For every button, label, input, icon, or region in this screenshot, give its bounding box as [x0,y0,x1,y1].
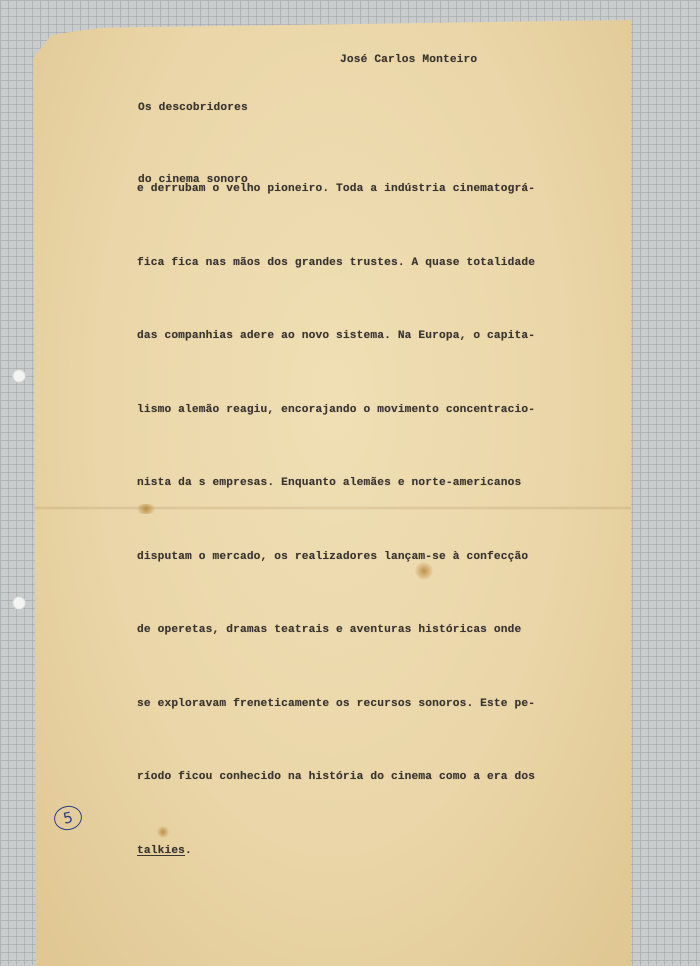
title-line-2: do cinema sonoro [138,174,248,186]
body-line: fica fica nas mãos dos grandes trustes. A quase totalidade [137,256,536,269]
body-line: lismo alemão reagiu, encorajando o movimento concentracio- [137,403,536,416]
body-line: de operetas, dramas teatrais e aventuras históricas onde [137,624,522,636]
handwritten-page-number: 5 [52,803,84,832]
punch-hole [12,369,26,383]
body-line: e derrubam o velho pioneiro. Toda a indústria cinematográ- [137,183,536,195]
title-line-1: Os descobridores [138,102,248,114]
body-line: das companhias adere ao novo sistema. Na Europa, o capita- [137,330,536,342]
body-paragraph [137,128,535,888]
author-name: José Carlos Monteiro [340,54,478,66]
body-last-line [137,839,535,864]
body-line: ríodo ficou conhecido na história do cinema como a era dos [137,771,536,783]
body-line: nista da s empresas. Enquanto alemães e norte-americanos [137,477,522,489]
final-punctuation: . [185,844,192,857]
punch-hole [12,596,26,610]
underlined-word: talkies [137,844,186,857]
body-line: se exploravam freneticamente os recursos sonoros. Este pe- [137,697,536,710]
body-line: disputam o mercado, os realizadores lançam-se à confecção [137,550,529,563]
